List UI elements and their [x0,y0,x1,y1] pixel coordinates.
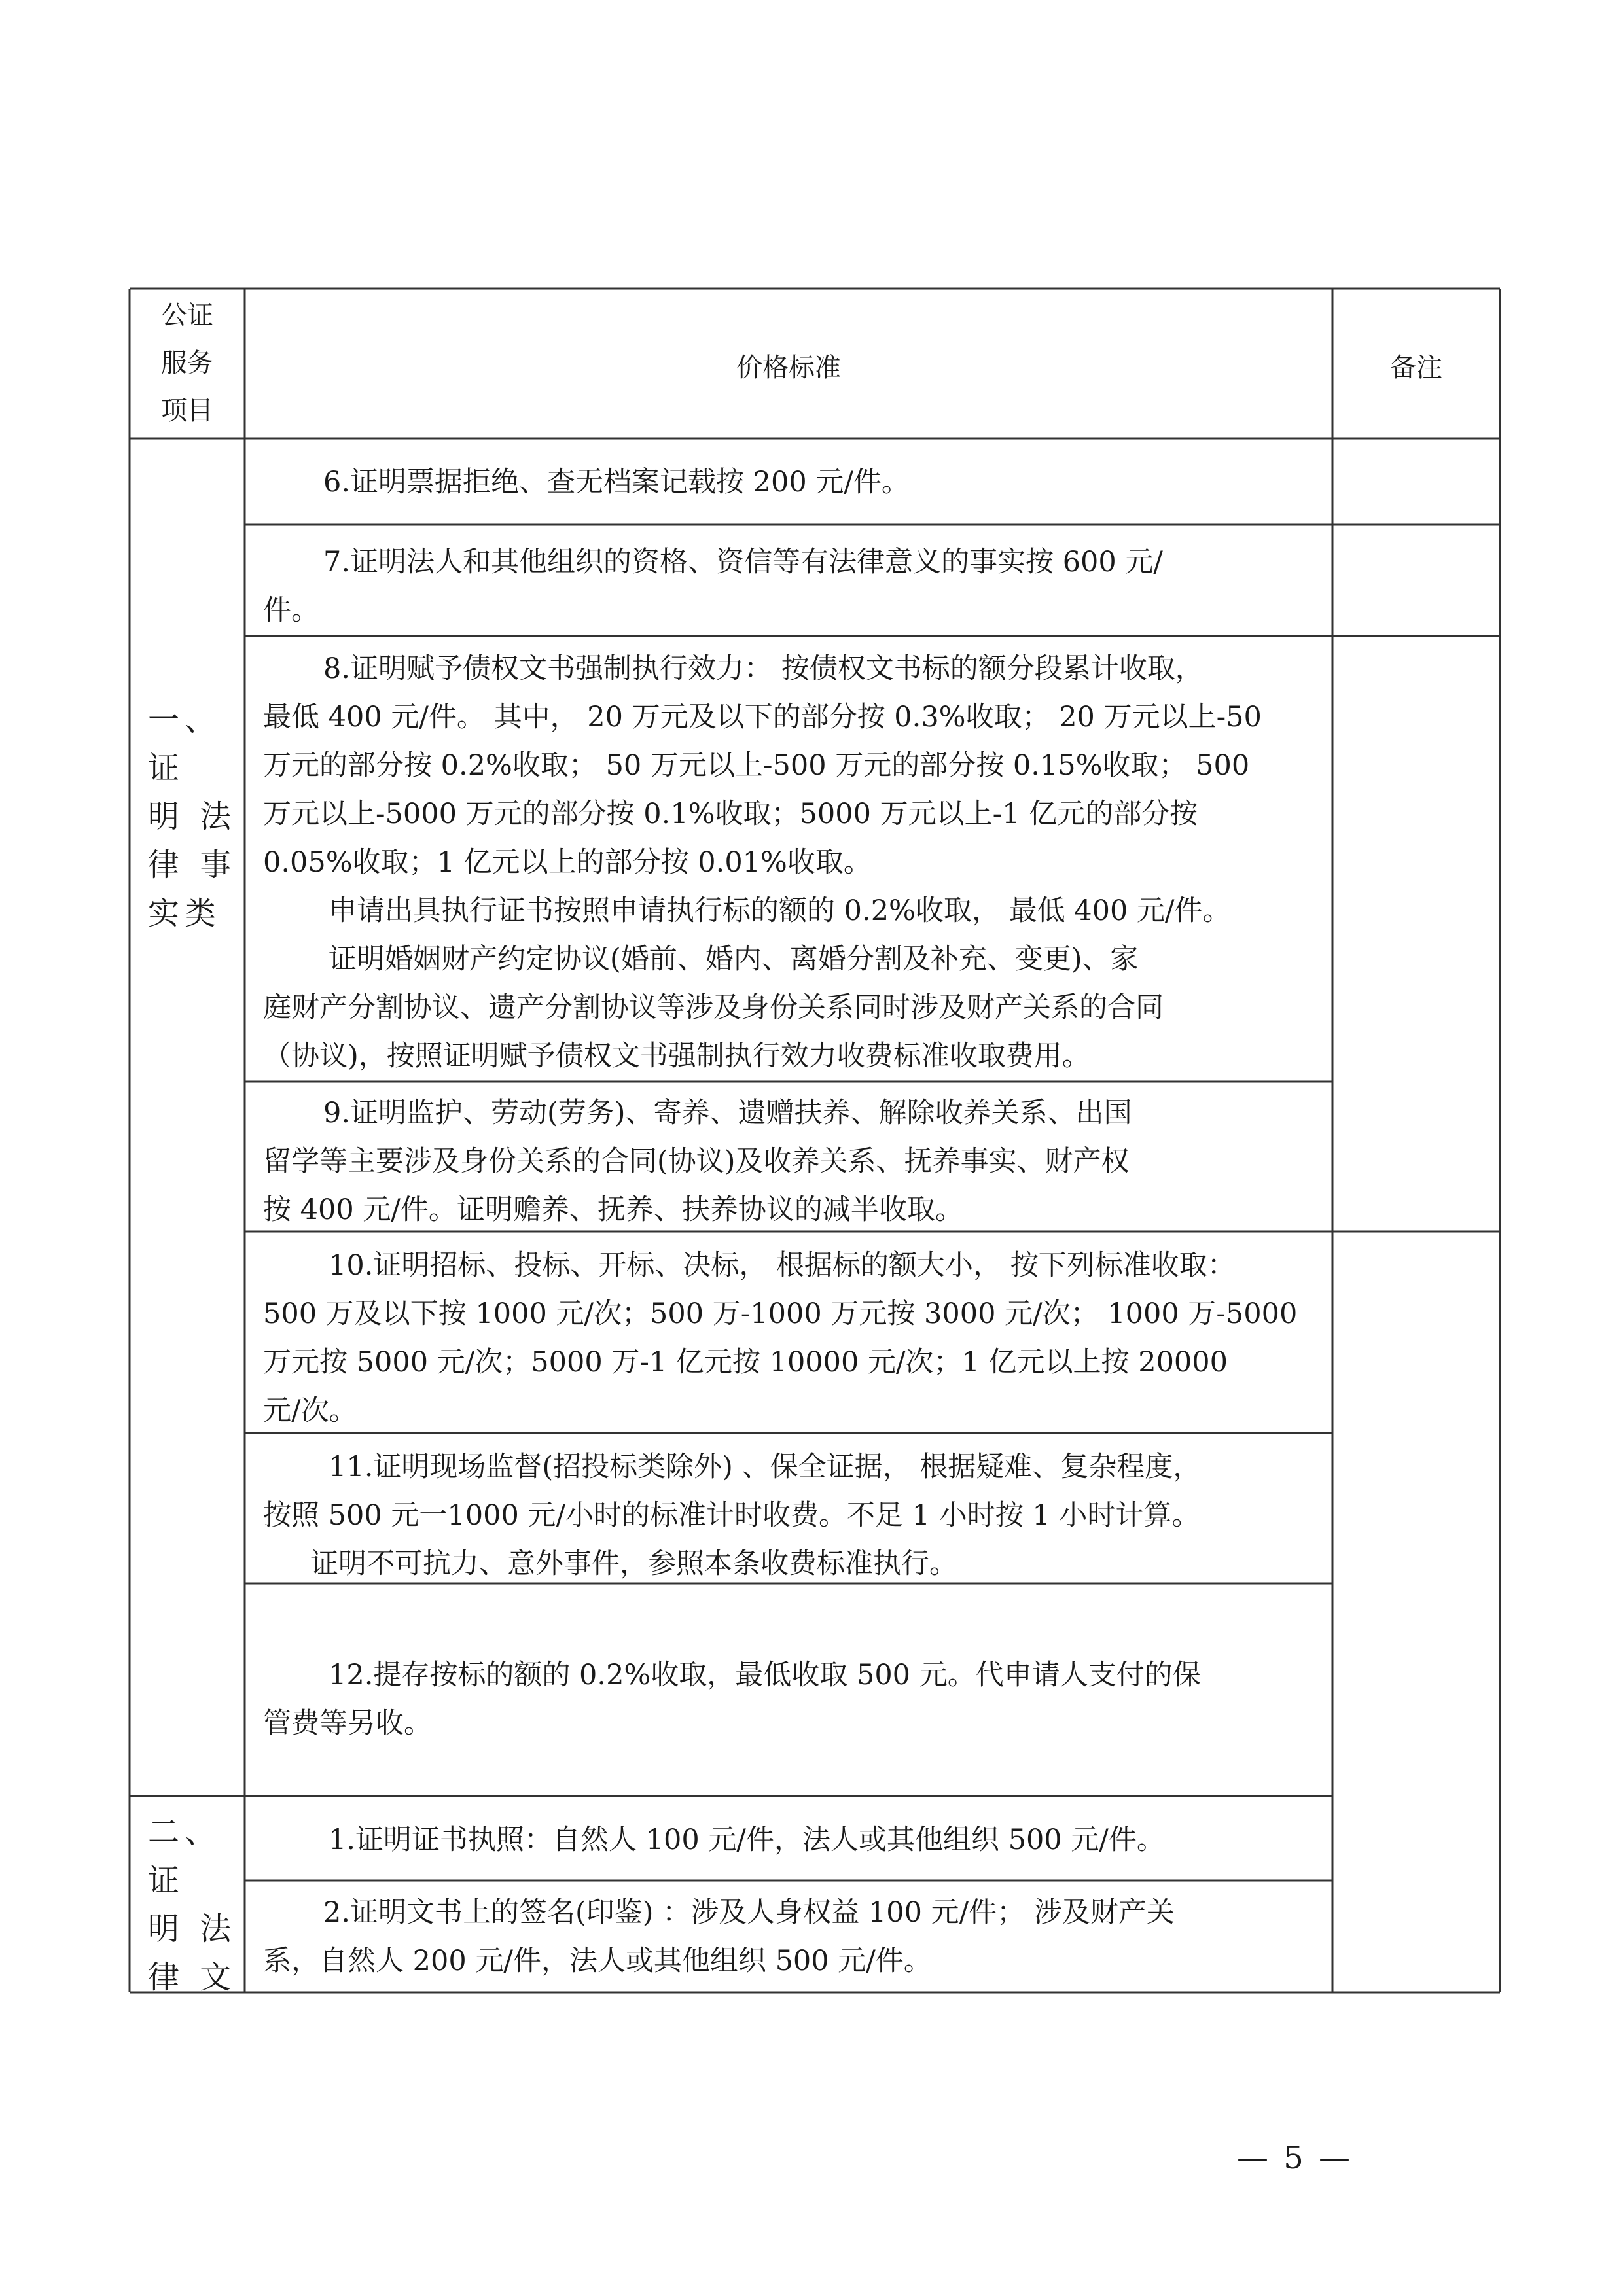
item-8 [263,645,1315,1080]
item-9 [263,1089,1315,1234]
header-service-item-line2: 服务 [161,348,213,378]
item-10-line1: 10.证明招标、投标、开标、决标， 根据标的额大小， 按下列标准收取： [329,1249,1236,1282]
item-12 [263,1651,1315,1748]
item-7-line1: 7.证明法人和其他组织的资格、资信等有法律意义的事实按 600 元/ [323,546,1163,578]
item-7 [263,538,1315,635]
category-legal-documents-line2: 明 法 [148,1911,237,1947]
category-legal-documents [148,1808,240,2002]
category-legal-facts-line2: 明 法 [148,798,237,835]
category-legal-documents-line1: 二、证 [148,1814,222,1899]
item-10-line3: 万元按 5000 元/次；5000 万-1 亿元按 10000 元/次；1 亿元以上按 20000 [263,1346,1228,1379]
item-10 [263,1241,1315,1435]
item-s2-2-line2: 系，自然人 200 元/件，法人或其他组织 500 元/件。 [263,1945,932,1977]
category-legal-facts-line3: 律 事 [148,847,237,883]
header-service-item-line3: 项目 [161,396,213,426]
item-8-line2: 最低 400 元/件。 其中， 20 万元及以下的部分按 0.3%收取； 20 万元以上-50 [263,701,1262,733]
header-service-item [130,292,245,435]
header-price-standard: 价格标准 [736,353,841,383]
item-11 [263,1443,1315,1588]
category-legal-facts [148,696,240,938]
item-8-line7: 证明婚姻财产约定协议(婚前、婚内、离婚分割及补充、变更)、家 [329,943,1139,976]
item-9-line1: 9.证明监护、劳动(劳务)、寄养、遗赠扶养、解除收养关系、出国 [323,1097,1132,1129]
item-12-line1: 12.提存按标的额的 0.2%收取，最低收取 500 元。代申请人支付的保 [329,1659,1201,1691]
item-8-line5: 0.05%收取；1 亿元以上的部分按 0.01%收取。 [263,846,872,879]
category-legal-documents-line3: 律 文 [148,1959,237,1996]
item-s2-2-line1: 2.证明文书上的签名(印鉴) ：涉及人身权益 100 元/件； 涉及财产关 [323,1896,1175,1929]
item-s2-1-text: 1.证明证书执照：自然人 100 元/件，法人或其他组织 500 元/件。 [329,1824,1165,1856]
item-8-line1: 8.证明赋予债权文书强制执行效力： 按债权文书标的额分段累计收取， [323,652,1204,685]
item-12-line2: 管费等另收。 [263,1707,432,1740]
item-10-line2: 500 万及以下按 1000 元/次；500 万-1000 万元按 3000 元/次； 1000 万-5000 [263,1298,1298,1330]
item-8-line8: 庭财产分割协议、遗产分割协议等涉及身份关系同时涉及财产关系的合同 [263,991,1164,1024]
item-6 [263,458,1315,506]
item-s2-1 [263,1816,1315,1864]
item-11-line1: 11.证明现场监督(招投标类除外) 、保全证据， 根据疑难、复杂程度， [329,1451,1202,1483]
item-10-line4: 元/次。 [263,1394,357,1427]
category-legal-facts-line1: 一、证 [148,701,222,786]
header-service-item-line1: 公证 [161,300,213,330]
item-6-text: 6.证明票据拒绝、查无档案记载按 200 元/件。 [323,466,910,499]
item-9-line3: 按 400 元/件。证明赡养、抚养、扶养协议的减半收取。 [263,1193,963,1226]
item-7-line2: 件。 [263,594,319,627]
category-legal-facts-line4: 实类 [148,895,222,932]
item-11-line3: 证明不可抗力、意外事件，参照本条收费标准执行。 [310,1547,957,1580]
header-remarks: 备注 [1390,353,1442,383]
page-number: — 5 — [1237,2140,1353,2176]
item-8-line4: 万元以上-5000 万元的部分按 0.1%收取；5000 万元以上-1 亿元的部分按 [263,798,1198,830]
item-8-line3: 万元的部分按 0.2%收取； 50 万元以上-500 万元的部分按 0.15%收取； 500 [263,749,1250,782]
item-9-line2: 留学等主要涉及身份关系的合同(协议)及收养关系、抚养事实、财产权 [263,1145,1130,1178]
item-11-line2: 按照 500 元一1000 元/小时的标准计时收费。不足 1 小时按 1 小时计算。 [263,1499,1200,1532]
item-8-line9: （协议)，按照证明赋予债权文书强制执行效力收费标准收取费用。 [263,1040,1090,1072]
item-8-line6: 申请出具执行证书按照申请执行标的额的 0.2%收取， 最低 400 元/件。 [329,894,1231,927]
item-s2-2 [263,1888,1315,1985]
